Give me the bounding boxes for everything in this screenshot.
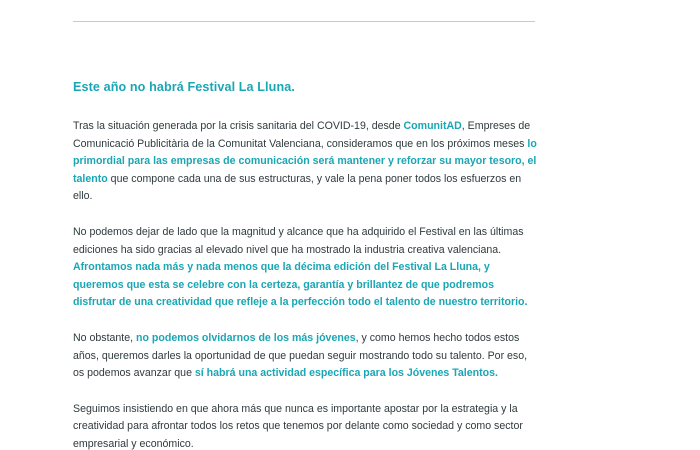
paragraph-1-text-2: , Empreses de Comunicació Publicitària de la Comunitat Valenciana, consideramos que en los próximos meses [73,120,531,150]
article-body [73,78,538,450]
article-title: Este año no habrá Festival La Lluna. [73,80,295,94]
paragraph-4 [73,401,538,450]
paragraph-4-text-1: Seguimos insistiendo en que ahora más que nunca es importante apostar por la estrategia y la creatividad para afrontar todos los retos que tenemos por delante como sociedad y como sector empresarial y económico. [73,402,523,450]
young-talents-highlight: sí habrá una actividad específica para los Jóvenes Talentos. [194,367,498,380]
paragraph-3 [73,330,538,383]
paragraph-1-text-3: que compone cada una de sus estructuras, y vale la pena poner todos los esfuerzos en ello. [73,172,522,203]
young-people-highlight: no podemos olvidarnos de los más jóvenes [136,331,356,344]
tenth-edition-highlight: Afrontamos nada más y nada menos que la décima edición del Festival La Lluna, y queremos que esta se celebre con la certeza, garantía y brillantez de que podremos disfrutar de una creatividad que refleje a la perfección todo el talento de nuestro territorio. [73,261,528,309]
paragraph-2-text-1: No podemos dejar de lado que la magnitud y alcance que ha adquirido el Festival en las últimas ediciones ha sido gracias al elevado nivel que ha mostrado la industria creativa valenciana. [73,225,524,256]
paragraph-1 [73,118,538,206]
paragraph-1-text-1: Tras la situación generada por la crisis sanitaria del COVID-19, desde [73,120,404,132]
paragraph-3-text-2: , y como hemos hecho todos estos años, queremos darles la oportunidad de que puedan seguir mostrando todo su talento. Por eso, os podemos avanzar que [73,331,528,380]
comunitad-highlight: ComunitAD [403,120,462,132]
paragraph-2 [73,224,538,312]
paragraph-3-text-1: No obstante, [73,331,137,344]
top-divider [73,21,535,22]
talent-highlight: lo primordial para las empresas de comunicación será mantener y reforzar su mayor tesoro, el talento [73,137,537,185]
